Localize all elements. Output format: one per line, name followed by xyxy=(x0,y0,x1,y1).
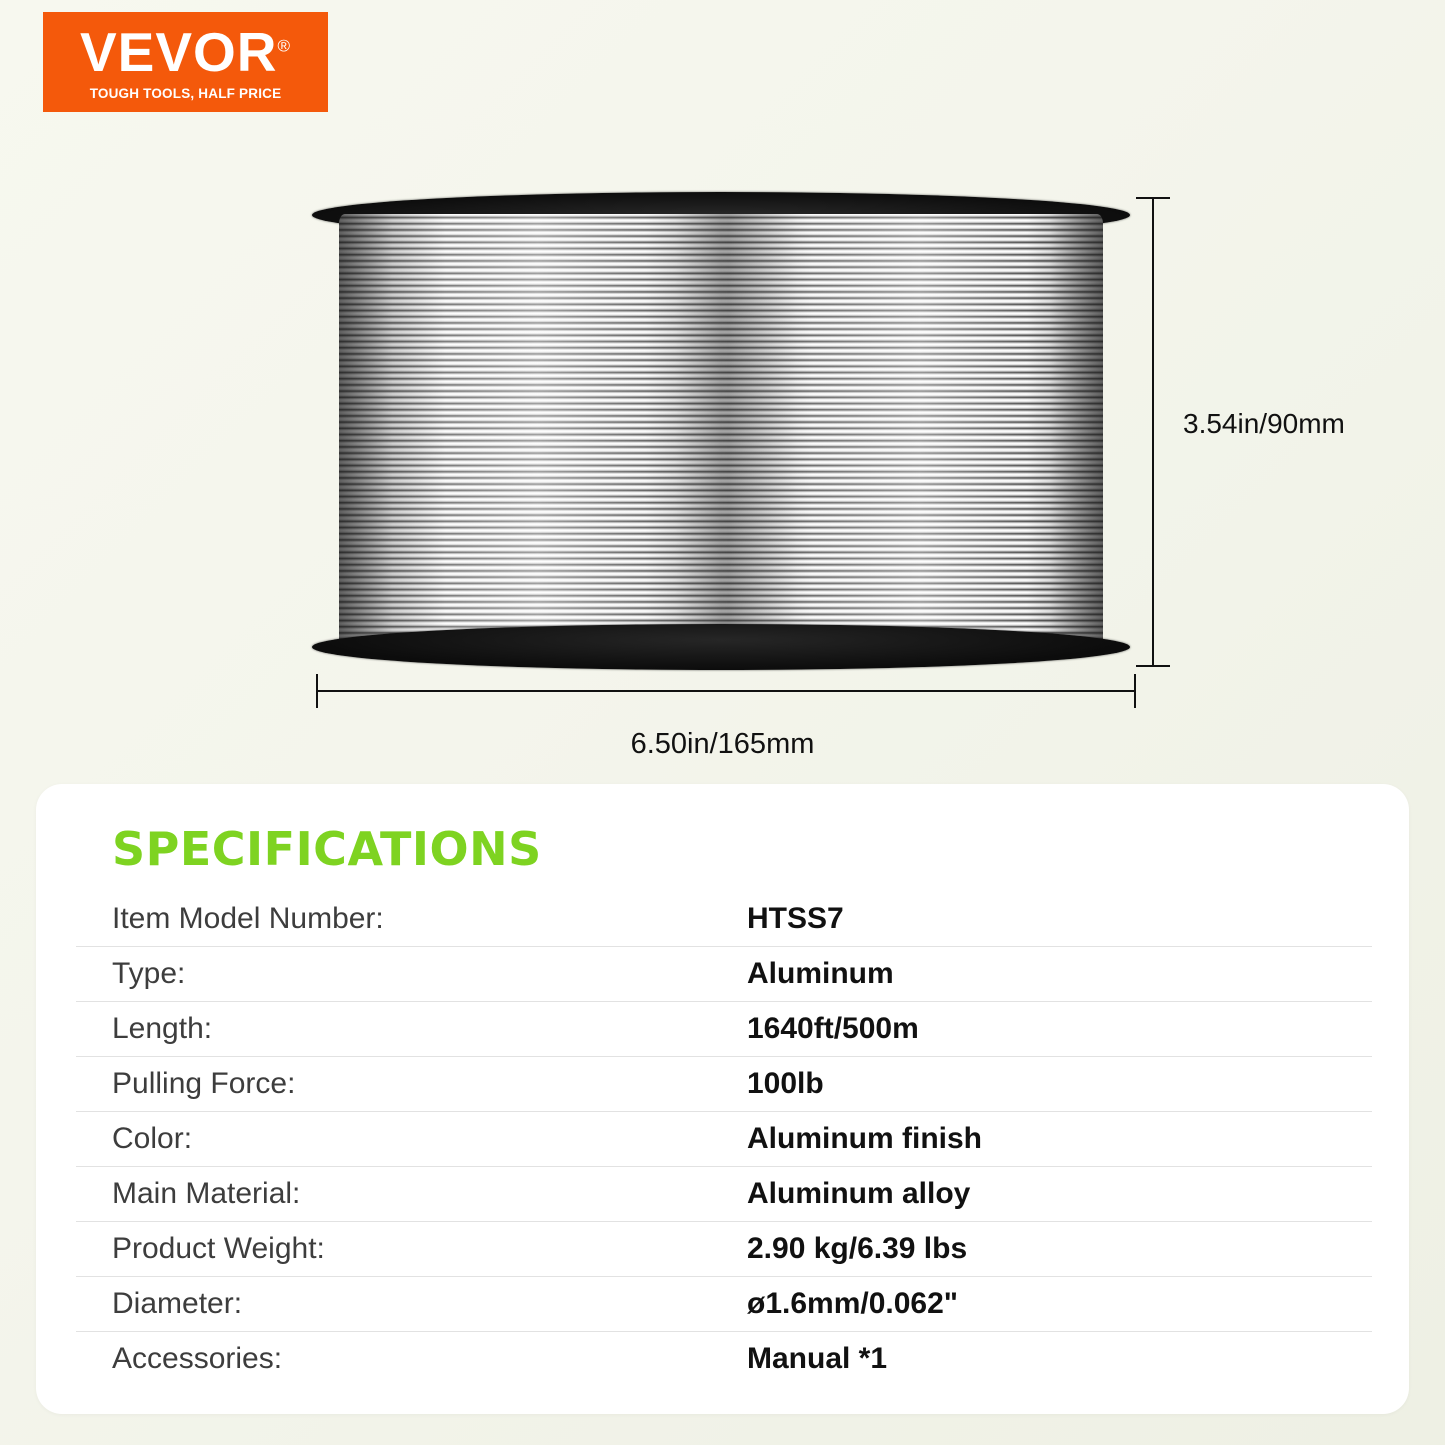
spec-label: Color: xyxy=(112,1122,193,1155)
spec-value: Aluminum alloy xyxy=(747,1177,971,1210)
table-row xyxy=(76,1332,1372,1387)
spec-value: Aluminum xyxy=(747,957,894,990)
spec-label: Item Model Number: xyxy=(112,902,384,935)
spec-label: Main Material: xyxy=(112,1177,301,1210)
spec-value: ø1.6mm/0.062" xyxy=(747,1287,959,1320)
spec-label: Accessories: xyxy=(112,1342,283,1375)
brand-tagline: TOUGH TOOLS, HALF PRICE xyxy=(89,86,282,101)
table-row xyxy=(76,1002,1372,1057)
spec-value: HTSS7 xyxy=(747,902,844,935)
spec-value: 100lb xyxy=(747,1067,824,1100)
width-dimension-cap-right xyxy=(1134,674,1136,708)
spec-label: Type: xyxy=(112,957,186,990)
brand-name-text: VEVOR xyxy=(79,21,278,83)
spec-value: Aluminum finish xyxy=(747,1122,982,1155)
height-dimension-cap-top xyxy=(1136,197,1170,199)
table-row xyxy=(76,1112,1372,1167)
spec-value: 2.90 kg/6.39 lbs xyxy=(747,1232,968,1265)
specifications-table xyxy=(76,892,1372,1386)
width-dimension-cap-left xyxy=(316,674,318,708)
spool-flange-bottom xyxy=(312,624,1130,670)
spec-label: Product Weight: xyxy=(112,1232,325,1265)
spec-value: Manual *1 xyxy=(747,1342,888,1375)
width-dimension-label: 6.50in/165mm xyxy=(630,728,815,760)
table-row xyxy=(76,892,1372,947)
width-dimension-line xyxy=(316,690,1136,692)
brand-name xyxy=(79,21,292,83)
height-dimension-label: 3.54in/90mm xyxy=(1183,408,1345,439)
vevor-logo xyxy=(43,12,328,112)
spec-value: 1640ft/500m xyxy=(747,1012,919,1045)
specifications-card xyxy=(36,784,1409,1414)
spec-label: Length: xyxy=(112,1012,213,1045)
height-dimension-line xyxy=(1152,197,1154,667)
height-dimension-cap-bottom xyxy=(1136,665,1170,667)
spec-label: Pulling Force: xyxy=(112,1067,296,1100)
specifications-title: SPECIFICATIONS xyxy=(112,822,542,876)
spec-label: Diameter: xyxy=(112,1287,243,1320)
registered-mark-icon: ® xyxy=(277,36,292,56)
specifications-table-body xyxy=(76,892,1372,1386)
table-row xyxy=(76,1057,1372,1112)
table-row xyxy=(76,1167,1372,1222)
table-row xyxy=(76,1222,1372,1277)
spool-wire-winding xyxy=(339,214,1103,648)
table-row xyxy=(76,1277,1372,1332)
table-row xyxy=(76,947,1372,1002)
aluminum-wire-spool-image xyxy=(312,192,1130,670)
product-image-area xyxy=(0,150,1445,770)
